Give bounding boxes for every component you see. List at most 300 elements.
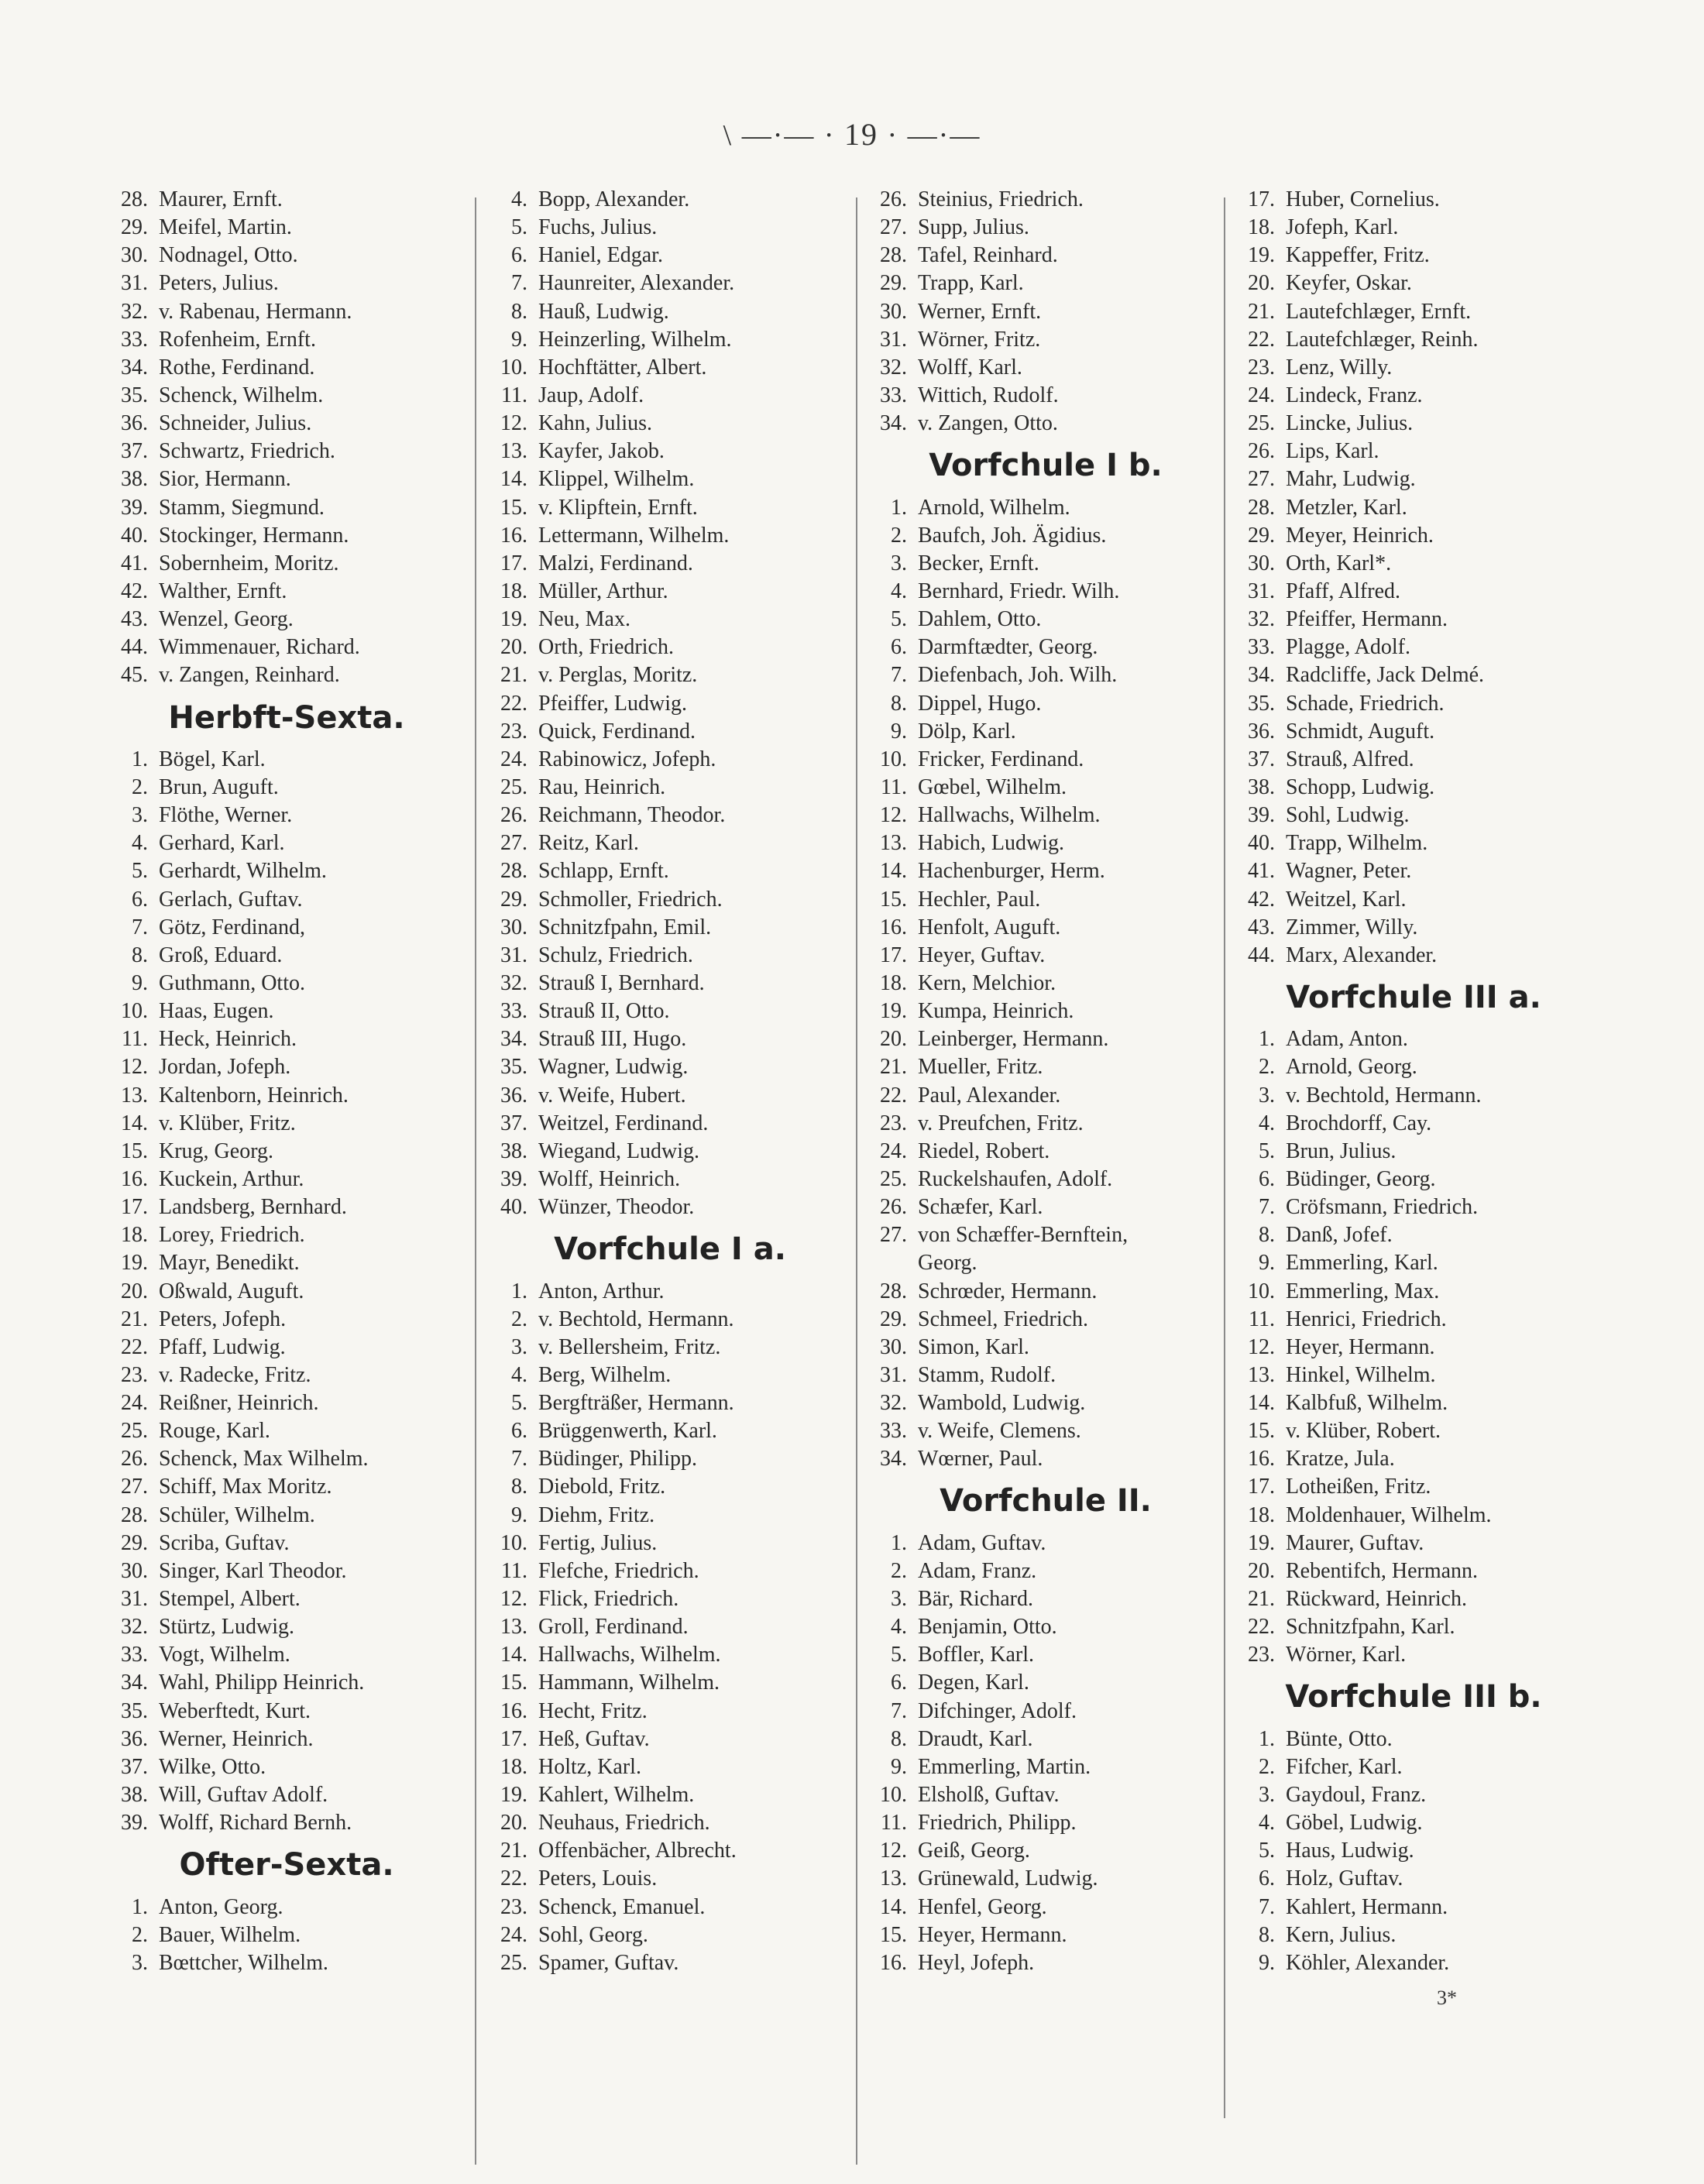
entry-number: 39. bbox=[1248, 803, 1275, 828]
list-item bbox=[105, 886, 469, 914]
list-item bbox=[484, 1726, 856, 1753]
list-item bbox=[864, 494, 1228, 522]
entry-name: Fertig, Julius. bbox=[538, 1530, 658, 1555]
entry-number: 33. bbox=[500, 999, 527, 1024]
list-item bbox=[105, 1557, 469, 1585]
entry-name: Gerhard, Karl. bbox=[159, 831, 285, 856]
entry-number: 15. bbox=[500, 495, 527, 520]
entry-number: 34. bbox=[121, 355, 148, 379]
list-item bbox=[1232, 578, 1596, 606]
list-item bbox=[1232, 1837, 1596, 1865]
entry-name: v. Bechtold, Hermann. bbox=[538, 1307, 734, 1331]
entry-name: Kratze, Jula. bbox=[1286, 1447, 1395, 1471]
entry-name: Heinzerling, Wilhelm. bbox=[538, 327, 732, 352]
list-item bbox=[484, 606, 856, 634]
list-item bbox=[484, 410, 856, 438]
entry-name: Malzi, Ferdinand. bbox=[538, 551, 693, 575]
page-header bbox=[0, 116, 1704, 153]
entry-number: 26. bbox=[121, 1447, 148, 1471]
entry-name: Müller, Arthur. bbox=[538, 579, 668, 603]
entry-number: 28. bbox=[121, 187, 148, 211]
entry-number: 22. bbox=[500, 1866, 527, 1891]
section-heading: Vorfchule I b. bbox=[929, 448, 1163, 484]
list-item bbox=[864, 661, 1228, 689]
entry-number: 16. bbox=[880, 1950, 907, 1975]
list-item bbox=[105, 438, 469, 465]
list-item bbox=[1232, 1278, 1596, 1306]
entry-number: 32. bbox=[121, 299, 148, 324]
entry-name: Hachenburger, Herm. bbox=[918, 859, 1105, 884]
entry-number: 5. bbox=[891, 607, 907, 632]
entry-number: 6. bbox=[891, 1671, 907, 1695]
entry-number: 19. bbox=[121, 1251, 148, 1276]
entry-number: 21. bbox=[1248, 299, 1275, 324]
entry-number: 7. bbox=[132, 915, 148, 939]
entry-number: 24. bbox=[121, 1391, 148, 1416]
entry-name: Wolff, Richard Bernh. bbox=[159, 1811, 352, 1835]
entry-number: 29. bbox=[880, 1307, 907, 1331]
entry-number: 33. bbox=[1248, 635, 1275, 660]
entry-number: 34. bbox=[1248, 663, 1275, 688]
entry-number: 27. bbox=[1248, 467, 1275, 492]
entry-name: Stempel, Albert. bbox=[159, 1587, 301, 1612]
entry-name: Weberftedt, Kurt. bbox=[159, 1698, 311, 1723]
entry-number: 28. bbox=[500, 859, 527, 884]
entry-name: Strauß I, Bernhard. bbox=[538, 970, 705, 995]
entry-name: Wimmenauer, Richard. bbox=[159, 635, 360, 660]
list-item bbox=[864, 1362, 1228, 1389]
entry-name: Diehm, Fritz. bbox=[538, 1502, 655, 1527]
list-item bbox=[105, 1894, 469, 1921]
entry-name: Holtz, Karl. bbox=[538, 1754, 641, 1779]
list-item bbox=[105, 410, 469, 438]
list-item bbox=[1232, 634, 1596, 661]
entry-name: Wagner, Ludwig. bbox=[538, 1055, 689, 1080]
column-2 bbox=[484, 186, 856, 1977]
entry-name: Wittich, Rudolf. bbox=[918, 383, 1059, 407]
entry-number: 11. bbox=[122, 1027, 148, 1052]
list-item bbox=[484, 634, 856, 661]
entry-name: Pfaff, Alfred. bbox=[1286, 579, 1400, 603]
entry-name: Hammann, Wilhelm. bbox=[538, 1671, 720, 1695]
list-item bbox=[105, 494, 469, 522]
column-divider bbox=[856, 197, 857, 2165]
entry-number: 8. bbox=[891, 1726, 907, 1751]
entry-name: Kahlert, Hermann. bbox=[1286, 1894, 1448, 1919]
entry-number: 12. bbox=[500, 1587, 527, 1612]
entry-name: Lautefchlæger, Reinh. bbox=[1286, 327, 1479, 352]
entry-name: Nodnagel, Otto. bbox=[159, 243, 298, 268]
list-item bbox=[105, 1082, 469, 1110]
entry-name: Groß, Eduard. bbox=[159, 943, 283, 967]
entry-number: 2. bbox=[1259, 1055, 1275, 1080]
entry-name: Sobernheim, Moritz. bbox=[159, 551, 339, 575]
entry-name: Brun, Julius. bbox=[1286, 1138, 1397, 1163]
list-item bbox=[864, 522, 1228, 550]
entry-number: 15. bbox=[880, 1922, 907, 1947]
entry-name: Schenck, Wilhelm. bbox=[159, 383, 324, 407]
list-item bbox=[864, 1585, 1228, 1613]
list-item bbox=[1232, 1502, 1596, 1530]
entry-number: 36. bbox=[500, 1083, 527, 1107]
list-item bbox=[864, 1949, 1228, 1977]
entry-name: v. Klipftein, Ernft. bbox=[538, 495, 698, 520]
entry-name: Reißner, Heinrich. bbox=[159, 1391, 319, 1416]
entry-number: 4. bbox=[891, 1615, 907, 1640]
entry-name: Hochftätter, Albert. bbox=[538, 355, 707, 379]
list-item bbox=[864, 1921, 1228, 1949]
entry-name: Trapp, Wilhelm. bbox=[1286, 831, 1428, 856]
list-item bbox=[484, 1278, 856, 1306]
list-item bbox=[864, 242, 1228, 270]
entry-number: 3. bbox=[891, 551, 907, 575]
list-item bbox=[1232, 1362, 1596, 1389]
list-item bbox=[864, 550, 1228, 578]
entry-number: 19. bbox=[880, 999, 907, 1024]
entry-name: v. Radecke, Fritz. bbox=[159, 1362, 311, 1387]
list-item bbox=[1232, 1221, 1596, 1249]
entry-number: 18. bbox=[1248, 215, 1275, 240]
list-item bbox=[484, 1025, 856, 1053]
entry-name: Sohl, Georg. bbox=[538, 1922, 648, 1947]
entry-number: 19. bbox=[500, 1783, 527, 1808]
entry-number: 28. bbox=[1248, 495, 1275, 520]
entry-number: 18. bbox=[500, 579, 527, 603]
list-item bbox=[105, 1698, 469, 1726]
entry-number: 13. bbox=[500, 1615, 527, 1640]
list-item bbox=[484, 1166, 856, 1193]
list-item bbox=[484, 354, 856, 382]
entry-name: Kuckein, Arthur. bbox=[159, 1166, 304, 1191]
entry-number: 1. bbox=[511, 1279, 527, 1303]
entry-number: 12. bbox=[880, 803, 907, 828]
entry-name: Mahr, Ludwig. bbox=[1286, 467, 1416, 492]
entry-number: 28. bbox=[880, 1279, 907, 1303]
entry-number: 31. bbox=[1248, 579, 1275, 603]
entry-number: 39. bbox=[121, 495, 148, 520]
entry-number: 32. bbox=[121, 1615, 148, 1640]
entry-number: 9. bbox=[891, 719, 907, 743]
list-item bbox=[864, 690, 1228, 718]
entry-name: v. Zangen, Reinhard. bbox=[159, 663, 340, 688]
list-item bbox=[105, 242, 469, 270]
entry-number: 29. bbox=[121, 1530, 148, 1555]
entry-name: Guthmann, Otto. bbox=[159, 970, 305, 995]
entry-name: Kalbfuß, Wilhelm. bbox=[1286, 1391, 1448, 1416]
entry-name: v. Bellersheim, Fritz. bbox=[538, 1334, 721, 1359]
list-item bbox=[484, 1669, 856, 1697]
list-item bbox=[484, 1389, 856, 1417]
entry-name: Jofeph, Karl. bbox=[1286, 215, 1399, 240]
entry-number: 39. bbox=[500, 1166, 527, 1191]
list-item bbox=[105, 1669, 469, 1697]
entry-number: 42. bbox=[1248, 887, 1275, 912]
entry-number: 34. bbox=[121, 1671, 148, 1695]
entry-name: Bopp, Alexander. bbox=[538, 187, 690, 211]
list-item bbox=[1232, 1726, 1596, 1753]
entry-number: 40. bbox=[1248, 831, 1275, 856]
entry-name: Peters, Julius. bbox=[159, 271, 279, 296]
entry-name: Kahlert, Wilhelm. bbox=[538, 1783, 695, 1808]
entry-number: 30. bbox=[880, 299, 907, 324]
list-item bbox=[484, 1193, 856, 1221]
entry-number: 34. bbox=[880, 411, 907, 436]
entry-name: v. Rabenau, Hermann. bbox=[159, 299, 352, 324]
list-item bbox=[105, 1193, 469, 1221]
list-item bbox=[105, 746, 469, 774]
entry-name: Werner, Heinrich. bbox=[159, 1726, 314, 1751]
list-item bbox=[1232, 1306, 1596, 1334]
entry-name: Göbel, Ludwig. bbox=[1286, 1811, 1423, 1835]
entry-number: 35. bbox=[121, 1698, 148, 1723]
entry-number: 21. bbox=[1248, 1587, 1275, 1612]
entry-number: 3. bbox=[891, 1587, 907, 1612]
entry-name: Wahl, Philipp Heinrich. bbox=[159, 1671, 365, 1695]
entry-name: Arnold, Georg. bbox=[1286, 1055, 1417, 1080]
entry-number: 22. bbox=[1248, 1615, 1275, 1640]
entry-name: Cröfsmann, Friedrich. bbox=[1286, 1195, 1479, 1220]
entry-number: 30. bbox=[121, 243, 148, 268]
list-item bbox=[864, 1193, 1228, 1221]
list-item bbox=[1232, 1138, 1596, 1166]
entry-name: Köhler, Alexander. bbox=[1286, 1950, 1450, 1975]
entry-name: Gerlach, Guftav. bbox=[159, 887, 303, 912]
list-item bbox=[1232, 1530, 1596, 1557]
list-item bbox=[105, 1389, 469, 1417]
entry-name: Vogt, Wilhelm. bbox=[159, 1643, 290, 1667]
list-item bbox=[484, 661, 856, 689]
entry-number: 5. bbox=[132, 859, 148, 884]
entry-number: 9. bbox=[1259, 1950, 1275, 1975]
list-item bbox=[1232, 606, 1596, 634]
entry-number: 14. bbox=[880, 1894, 907, 1919]
entry-name: Dippel, Hugo. bbox=[918, 691, 1042, 716]
entry-number: 35. bbox=[121, 383, 148, 407]
entry-number: 31. bbox=[880, 327, 907, 352]
entry-name: Berg, Wilhelm. bbox=[538, 1362, 672, 1387]
entry-name: v. Klüber, Robert. bbox=[1286, 1419, 1441, 1444]
list-item bbox=[1232, 1417, 1596, 1445]
entry-name: v. Bechtold, Hermann. bbox=[1286, 1083, 1482, 1107]
entry-number: 25. bbox=[500, 774, 527, 799]
list-item bbox=[1232, 1865, 1596, 1893]
entry-number bbox=[864, 1249, 918, 1277]
entry-number: 21. bbox=[880, 1055, 907, 1080]
list-item bbox=[484, 1473, 856, 1501]
entry-number: 25. bbox=[880, 1166, 907, 1191]
entry-number: 5. bbox=[511, 215, 527, 240]
entry-name: Mayr, Benedikt. bbox=[159, 1251, 300, 1276]
entry-number: 15. bbox=[500, 1671, 527, 1695]
entry-name: Riedel, Robert. bbox=[918, 1138, 1050, 1163]
entry-number: 25. bbox=[500, 1950, 527, 1975]
entry-number: 19. bbox=[1248, 243, 1275, 268]
entry-name: von Schæffer-Bernftein, bbox=[918, 1223, 1129, 1248]
list-item bbox=[484, 465, 856, 493]
entry-name: Weitzel, Ferdinand. bbox=[538, 1111, 709, 1135]
entry-number: 12. bbox=[500, 411, 527, 436]
entry-number: 45. bbox=[121, 663, 148, 688]
list-item bbox=[864, 1669, 1228, 1697]
list-item bbox=[864, 718, 1228, 746]
list-item bbox=[105, 1641, 469, 1669]
list-item bbox=[864, 1417, 1228, 1445]
entry-number: 42. bbox=[121, 579, 148, 603]
entry-number: 32. bbox=[500, 970, 527, 995]
entry-number: 34. bbox=[500, 1027, 527, 1052]
entry-name: Hecht, Fritz. bbox=[538, 1698, 648, 1723]
entry-number: 4. bbox=[891, 579, 907, 603]
list-item bbox=[1232, 914, 1596, 942]
entry-number: 25. bbox=[1248, 411, 1275, 436]
list-item bbox=[864, 1025, 1228, 1053]
entry-number: 8. bbox=[511, 299, 527, 324]
entry-name: Difchinger, Adolf. bbox=[918, 1698, 1077, 1723]
entry-name: Fricker, Ferdinand. bbox=[918, 747, 1084, 771]
entry-name: Emmerling, Martin. bbox=[918, 1754, 1091, 1779]
entry-name: Bœttcher, Wilhelm. bbox=[159, 1950, 328, 1975]
list-item bbox=[484, 550, 856, 578]
list-item bbox=[1232, 1473, 1596, 1501]
entry-number: 6. bbox=[511, 243, 527, 268]
entry-number: 23. bbox=[880, 1111, 907, 1135]
entry-name: Kahn, Julius. bbox=[538, 411, 652, 436]
entry-name: Wünzer, Theodor. bbox=[538, 1195, 695, 1220]
entry-name: Bünte, Otto. bbox=[1286, 1726, 1393, 1751]
list-item bbox=[864, 746, 1228, 774]
list-item bbox=[484, 1530, 856, 1557]
entry-number: 1. bbox=[132, 747, 148, 771]
list-item bbox=[105, 774, 469, 802]
list-item bbox=[1232, 242, 1596, 270]
list-item bbox=[864, 1249, 1228, 1277]
entry-number: 14. bbox=[1248, 1391, 1275, 1416]
list-item bbox=[864, 1894, 1228, 1921]
entry-name: Stamm, Rudolf. bbox=[918, 1362, 1056, 1387]
list-item bbox=[864, 970, 1228, 998]
entry-number: 37. bbox=[121, 1754, 148, 1779]
list-item bbox=[1232, 522, 1596, 550]
entry-number: 22. bbox=[121, 1334, 148, 1359]
list-item bbox=[1232, 1809, 1596, 1837]
list-item bbox=[105, 1249, 469, 1277]
list-item bbox=[1232, 1334, 1596, 1362]
entry-number: 41. bbox=[1248, 859, 1275, 884]
list-item bbox=[1232, 774, 1596, 802]
entry-number: 31. bbox=[121, 271, 148, 296]
list-item bbox=[484, 298, 856, 326]
entry-number: 27. bbox=[500, 831, 527, 856]
entry-number: 36. bbox=[121, 411, 148, 436]
list-item bbox=[105, 465, 469, 493]
entry-number: 8. bbox=[1259, 1922, 1275, 1947]
entry-name: Emmerling, Max. bbox=[1286, 1279, 1440, 1303]
list-item bbox=[484, 886, 856, 914]
entry-name: Schmoller, Friedrich. bbox=[538, 887, 723, 912]
list-item bbox=[105, 1473, 469, 1501]
list-item bbox=[484, 214, 856, 242]
entry-name: Rabinowicz, Jofeph. bbox=[538, 747, 716, 771]
list-item bbox=[484, 1362, 856, 1389]
entry-name: Brun, Auguft. bbox=[159, 774, 279, 799]
entry-number: 13. bbox=[880, 1866, 907, 1891]
entry-number: 27. bbox=[880, 215, 907, 240]
entry-number: 24. bbox=[1248, 383, 1275, 407]
entry-number: 18. bbox=[500, 1754, 527, 1779]
entry-number: 24. bbox=[500, 747, 527, 771]
list-item bbox=[484, 802, 856, 829]
entry-name: Büdinger, Philipp. bbox=[538, 1447, 697, 1471]
entry-name: Kayfer, Jakob. bbox=[538, 439, 665, 464]
list-item bbox=[1232, 382, 1596, 410]
entry-name: Kern, Melchior. bbox=[918, 970, 1056, 995]
column-divider bbox=[475, 197, 476, 2165]
entry-name: Pfeiffer, Ludwig. bbox=[538, 691, 687, 716]
list-item bbox=[864, 774, 1228, 802]
entry-name: Rebentifch, Hermann. bbox=[1286, 1558, 1479, 1583]
entry-name: Schiff, Max Moritz. bbox=[159, 1475, 332, 1499]
entry-number: 10. bbox=[1248, 1279, 1275, 1303]
entry-number: 16. bbox=[121, 1166, 148, 1191]
list-item bbox=[105, 634, 469, 661]
entry-name: Trapp, Karl. bbox=[918, 271, 1024, 296]
list-item bbox=[864, 1698, 1228, 1726]
entry-number: 2. bbox=[891, 1558, 907, 1583]
entry-name: Radcliffe, Jack Delmé. bbox=[1286, 663, 1485, 688]
list-item bbox=[105, 970, 469, 998]
entry-number: 32. bbox=[880, 355, 907, 379]
list-item bbox=[484, 186, 856, 214]
entry-name: Plagge, Adolf. bbox=[1286, 635, 1410, 660]
entry-number: 31. bbox=[121, 1587, 148, 1612]
entry-name: Bernhard, Friedr. Wilh. bbox=[918, 579, 1120, 603]
entry-number: 30. bbox=[1248, 551, 1275, 575]
section-heading: Vorfchule III a. bbox=[1286, 979, 1541, 1015]
list-item bbox=[1232, 718, 1596, 746]
entry-number: 29. bbox=[880, 271, 907, 296]
entry-number: 15. bbox=[121, 1138, 148, 1163]
entry-name: Wilke, Otto. bbox=[159, 1754, 266, 1779]
list-item bbox=[864, 1613, 1228, 1641]
entry-number: 23. bbox=[1248, 1643, 1275, 1667]
entry-name: Götz, Ferdinand, bbox=[159, 915, 305, 939]
list-item bbox=[105, 661, 469, 689]
list-item bbox=[484, 1921, 856, 1949]
entry-number: 9. bbox=[511, 1502, 527, 1527]
entry-number: 2. bbox=[132, 1922, 148, 1947]
entry-name: Jaup, Adolf. bbox=[538, 383, 644, 407]
list-item bbox=[864, 1334, 1228, 1362]
entry-number: 3. bbox=[132, 803, 148, 828]
entry-name: Rothe, Ferdinand. bbox=[159, 355, 315, 379]
entry-number: 10. bbox=[880, 747, 907, 771]
entry-number: 24. bbox=[500, 1922, 527, 1947]
entry-name: Adam, Anton. bbox=[1286, 1027, 1408, 1052]
entry-name: Rückward, Heinrich. bbox=[1286, 1587, 1468, 1612]
entry-number: 14. bbox=[500, 467, 527, 492]
entry-number: 4. bbox=[511, 1362, 527, 1387]
entry-name: Grünewald, Ludwig. bbox=[918, 1866, 1098, 1891]
list-item bbox=[105, 1138, 469, 1166]
entry-name: Strauß, Alfred. bbox=[1286, 747, 1414, 771]
entry-name: Jordan, Jofeph. bbox=[159, 1055, 291, 1080]
list-item bbox=[1232, 410, 1596, 438]
entry-number: 11. bbox=[501, 1558, 527, 1583]
entry-name: Steinius, Friedrich. bbox=[918, 187, 1084, 211]
entry-name: Lotheißen, Fritz. bbox=[1286, 1475, 1431, 1499]
entry-name: Heyer, Hermann. bbox=[1286, 1334, 1435, 1359]
entry-number: 14. bbox=[121, 1111, 148, 1135]
